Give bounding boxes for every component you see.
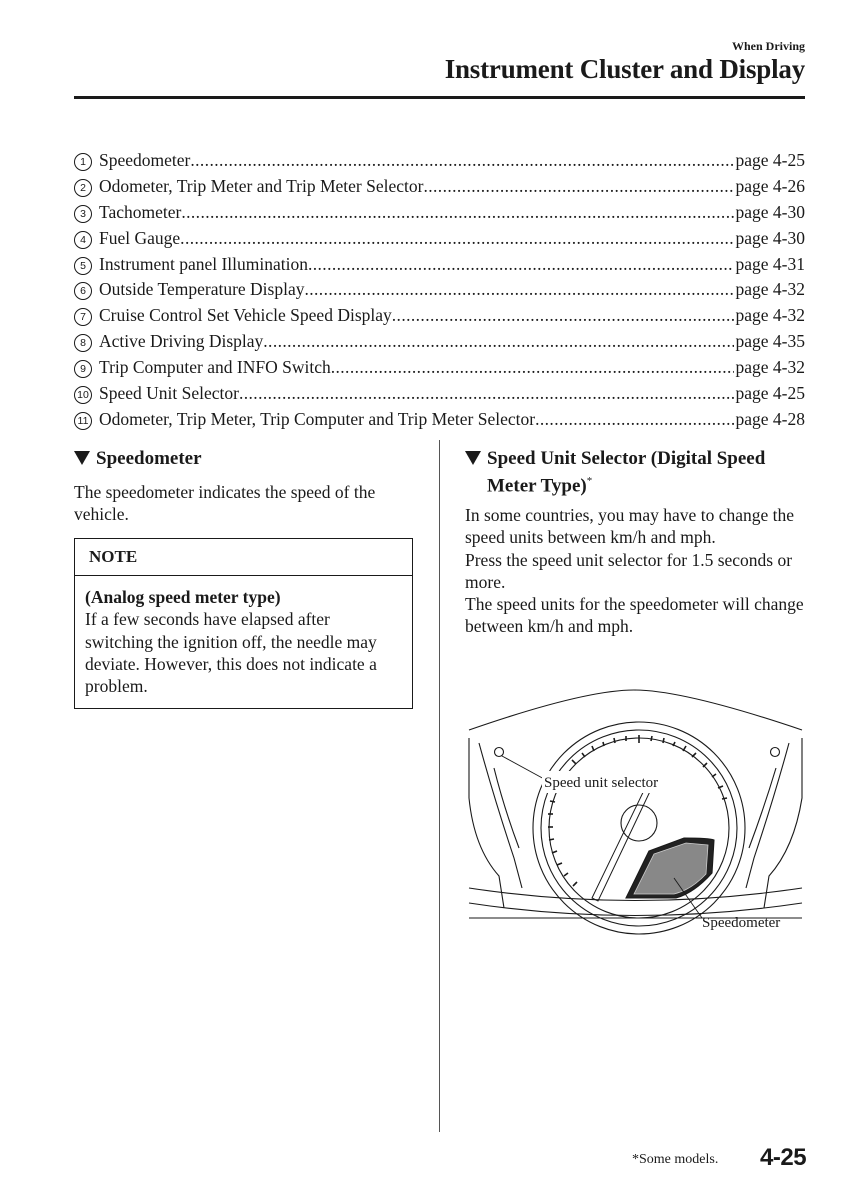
cluster-hood-outline [469, 690, 802, 730]
toc-item[interactable] [74, 355, 805, 381]
cluster-left-outline [469, 738, 504, 908]
dot-leader [308, 252, 734, 278]
footnote: *Some models. [632, 1152, 719, 1167]
toc-label: Speedometer [99, 150, 191, 170]
section-heading-speedometer [74, 447, 202, 470]
item-number: 2 [74, 179, 92, 197]
toc-label: Cruise Control Set Vehicle Speed Display [99, 305, 392, 326]
toc-page-ref[interactable]: page 4-25 [735, 383, 805, 404]
dial-hub [621, 805, 657, 841]
toc-item[interactable] [74, 148, 805, 174]
toc-page-ref[interactable]: page 4-32 [735, 279, 805, 300]
item-number: 3 [74, 205, 92, 223]
dot-leader [331, 355, 734, 381]
toc-label: Speed Unit Selector [99, 383, 239, 404]
toc-item[interactable] [74, 252, 805, 278]
toc-page-ref[interactable]: page 4-31 [735, 253, 805, 274]
column-divider [439, 440, 440, 1132]
toc-label: Tachometer [99, 201, 182, 222]
toc-label: Fuel Gauge [99, 227, 181, 248]
note-subheading: (Analog speed meter type) [85, 587, 281, 607]
contents-list [74, 148, 805, 433]
speedometer-dial [533, 722, 745, 934]
toc-page-ref[interactable]: page 4-25 [735, 150, 805, 170]
triangle-bullet-icon [74, 451, 90, 465]
item-number: 7 [74, 308, 92, 326]
page-number: 4-25 [760, 1144, 807, 1171]
heading-text: Speedometer [96, 448, 202, 469]
dot-leader [535, 407, 733, 433]
toc-page-ref[interactable]: page 4-28 [735, 408, 805, 429]
toc-label: Odometer, Trip Meter, Trip Computer and Trip Meter Selector [99, 408, 536, 429]
some-models-mark: * [586, 475, 593, 487]
toc-item[interactable] [74, 174, 805, 200]
dot-leader [423, 174, 733, 200]
item-number: 5 [74, 257, 92, 275]
callout-speed-unit-selector: Speed unit selector [544, 775, 659, 791]
dot-leader [263, 329, 733, 355]
triangle-bullet-icon [465, 451, 481, 465]
toc-label: Active Driving Display [99, 331, 264, 352]
instruction-paragraph: The speed units for the speedometer will change between km/h and mph. [465, 594, 804, 637]
dot-leader [190, 148, 733, 174]
toc-label: Odometer, Trip Meter and Trip Meter Selector [99, 175, 424, 196]
toc-page-ref[interactable]: page 4-30 [735, 201, 805, 222]
toc-item[interactable] [74, 200, 805, 226]
item-number: 6 [74, 282, 92, 300]
toc-item[interactable] [74, 407, 805, 433]
note-box [74, 538, 413, 709]
item-number: 8 [74, 334, 92, 352]
toc-label: Trip Computer and INFO Switch [99, 357, 331, 378]
dot-leader [181, 200, 733, 226]
section-heading-speed-unit-selector [465, 447, 810, 497]
note-text: If a few seconds have elapsed after switching the ignition off, the needle may deviate. However, this does not indicate a problem. [85, 609, 377, 697]
toc-page-ref[interactable]: page 4-30 [735, 227, 805, 248]
dot-leader [304, 277, 733, 303]
instruction-paragraph: In some countries, you may have to change the speed units between km/h and mph. [465, 505, 794, 548]
chapter-label: When Driving [731, 39, 805, 53]
speed-unit-instructions [465, 504, 810, 638]
speed-unit-selector-button [495, 748, 504, 757]
toc-label: Instrument panel Illumination [99, 253, 308, 274]
speedometer-description: The speedometer indicates the speed of the vehicle. [74, 482, 376, 525]
heading-text-line1: Speed Unit Selector (Digital Speed [487, 448, 766, 469]
dot-leader [180, 226, 733, 252]
instruction-paragraph: Press the speed unit selector for 1.5 seconds or more. [465, 549, 793, 592]
note-heading: NOTE [75, 539, 412, 576]
note-body [75, 576, 412, 697]
item-number: 1 [74, 153, 92, 171]
instrument-cluster-illustration [464, 688, 804, 938]
toc-label: Outside Temperature Display [99, 279, 305, 300]
item-number: 4 [74, 231, 92, 249]
toc-item[interactable] [74, 329, 805, 355]
page-title: Instrument Cluster and Display [444, 54, 805, 84]
item-number: 10 [74, 386, 92, 404]
toc-page-ref[interactable]: page 4-32 [735, 357, 805, 378]
toc-page-ref[interactable]: page 4-26 [735, 175, 805, 196]
toc-item[interactable] [74, 381, 805, 407]
toc-item[interactable] [74, 303, 805, 329]
callout-speedometer: Speedometer [702, 915, 781, 931]
toc-item[interactable] [74, 277, 805, 303]
item-number: 9 [74, 360, 92, 378]
dot-leader [239, 381, 734, 407]
toc-page-ref[interactable]: page 4-32 [735, 305, 805, 326]
toc-page-ref[interactable]: page 4-35 [735, 331, 805, 352]
toc-item[interactable] [74, 226, 805, 252]
heading-text-line2: Meter Type) [487, 475, 587, 497]
header-rule [74, 96, 805, 99]
item-number: 11 [74, 412, 92, 430]
dot-leader [392, 303, 734, 329]
